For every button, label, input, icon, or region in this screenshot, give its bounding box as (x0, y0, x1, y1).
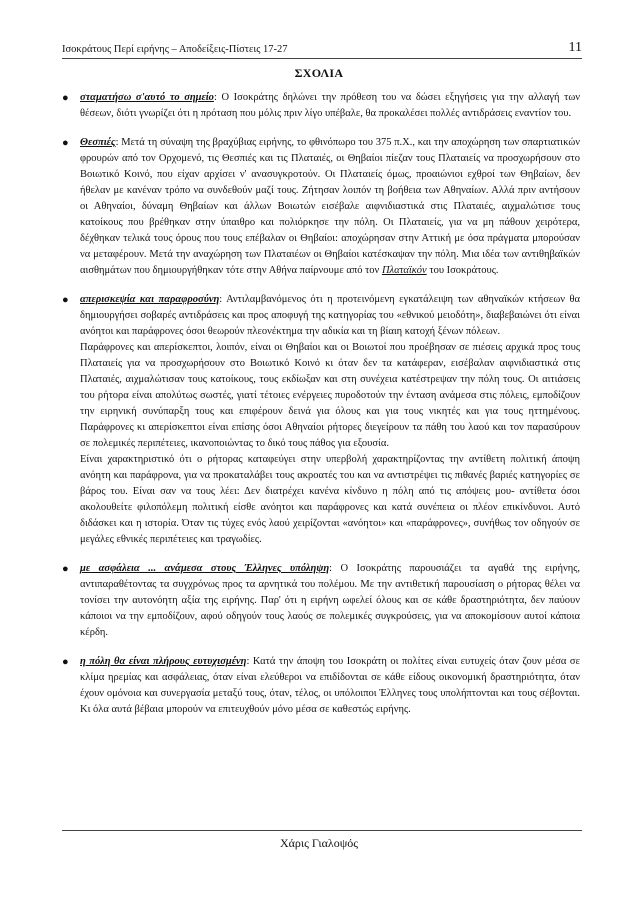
note-item (62, 561, 580, 641)
note-term: σταματήσω σ'αυτό το σημείο (80, 92, 214, 103)
note-term: Θεσπιές (80, 137, 116, 148)
note-paragraph (80, 292, 580, 340)
note-paragraph (80, 561, 580, 641)
running-title: Ισοκράτους Περί ειρήνης – Αποδείξεις-Πίστεις 17-27 (62, 44, 288, 55)
note-text: Ο Ισοκράτης δηλώνει την πρόθεση του να δώσει εξηγήσεις για την αλλαγή των θέσεων, διότι γνωρίζει ότι η πρόταση που μόλις πριν λίγο υπέβαλε, θα προκαλέσει πολλές αντιδράσεις εναντίον του. (80, 92, 581, 119)
term-separator: : (219, 294, 227, 305)
bullet-icon: ● (62, 294, 69, 306)
section-title: ΣΧΟΛΙΑ (294, 66, 344, 80)
notes-list (62, 90, 580, 731)
term-separator: : (115, 137, 122, 148)
note-text: Αντιλαμβανόμενος ότι η προτεινόμενη εγκατάλειψη των αθηναϊκών κτήσεων θα δημιουργήσει σοβαρές αντιδράσεις και προς αποφυγή της κατηγορίας του «εθνικού μειοδότη», διαβεβαιώνει ότι είναι ανόητοι και παράφρονες όσοι θεωρούν πλεονέκτημα την αδικία και τη βίαιη κατοχή ξένων πόλεων. (80, 294, 580, 337)
term-separator: : (329, 563, 341, 574)
footer-rule (62, 830, 582, 831)
note-term: απερισκεψία και παραφροσύνη (80, 294, 220, 305)
page-number: 11 (568, 40, 582, 55)
note-paragraph (80, 135, 580, 279)
note-paragraph-2: Παράφρονες και απερίσκεπτοι, λοιπόν, είναι οι Θηβαίοι και οι Βοιωτοί που προέβησαν σε πιέσεις αρχικά προς τους Πλαταιείς για να προσχωρήσουν στο Βοιωτικό Κοινό κι όταν δεν τα κατάφεραν, εισέβαλαν αιφνιδιαστικά στις Πλαταιές, αιχμαλώτισαν τους κατοίκους, τους εκδίωξαν και στη συνέχεια κατέστρεψαν την πόλη τους. Οι αιτιάσεις του ρήτορα είναι απολύτως σωστές, γιατί τέτοιες ενέργειες πυροδοτούν την ένταση ανάμεσα στις πόλεις, εμποδίζουν την ειρηνική συνύπαρξη τους και επιφέρουν δεινά για όλους και για τους νικητές και για τους ηττημένους. Παράφρονες κι απερίσκεπτοι είναι επίσης όσοι Αθηναίοι ρήτορες διεγείρουν τα πάθη του λαού και τον παρασύρουν σε πολεμικές περιπέτειες, ικανοποιώντας το δικό τους πάθος για εξουσία. (80, 342, 580, 449)
note-term: με ασφάλεια ... ανάμεσα στους Έλληνες υπόληψη (80, 563, 330, 574)
bullet-icon: ● (62, 656, 69, 668)
note-item (62, 135, 580, 279)
note-paragraph (80, 90, 580, 122)
bullet-icon: ● (62, 92, 69, 104)
note-term: η πόλη θα είναι πλήρους ευτυχισμένη (80, 656, 247, 667)
note-item (62, 654, 580, 718)
bullet-icon: ● (62, 137, 69, 149)
term-separator: : (213, 92, 222, 103)
page-footer-author: Χάρις Γιαλοψός (279, 836, 359, 850)
note-text: Μετά τη σύναψη της βραχύβιας ειρήνης, το φθινόπωρο του 375 π.Χ., και την αποχώρηση των σπαρτιατικών φρουρών από τον Ορχομενό, τις Θεσπιές και τις Πλαταιές, οι Θηβαίοι πίεζαν τους Πλαταιείς να προσχωρήσουν στο Βοιωτικό Κοινό, που είχαν αρχίσει ν' ανασυγκροτούν. Οι Πλαταιείς όμως, προαιώνιοι εχθροί των Θηβαίων, δεν ήθελαν με κανέναν τρόπο να συνδεθούν μαζί τους. Ζήτησαν λοιπόν τη βοήθεια των Αθηναίων. Αλλά πριν αντήσουν οι Αθηναίοι, δύναμη Θηβαίων και άλλων Βοιωτών εισέβαλε αιφνιδιαστικά στις Πλαταιές, αιχμαλώτισε τους κατοίκους που βρέθηκαν στην ύπαιθρο και πολιόρκησε την πόλη. Οι Πλαταιείς, για να μη πάθουν χειρότερα, δέχθηκαν τελικά τους όρους που τους επέβαλαν οι Θηβαίοι: αποχώρησαν στην Αττική με όσα πράγματα μπορούσαν να μεταφέρουν. Μετά την αναχώρηση των Πλαταιέων οι Θηβαίοι κατέσκαψαν την πόλη. Μια ιδέα των αντιθηβαϊκών αισθημάτων που δημιουργήθηκαν τότε στην Αθήνα παίρνουμε από τον (80, 137, 580, 276)
page-header (62, 36, 582, 59)
bullet-icon: ● (62, 563, 69, 575)
term-separator: : (246, 656, 253, 667)
note-text: Κατά την άποψη του Ισοκράτη οι πολίτες είναι ευτυχείς όταν ζουν μέσα σε κλίμα ηρεμίας και ασφάλειας, όταν είναι ελεύθεροι να επιδίδονται σε κάθε είδους οικονομική δραστηριότητα, όταν έχουν ομόνοια και συνεργασία μεταξύ τους, όταν, τέλος, οι υπόλοιποι Έλληνες τους υπολήπτονται και τους σέβονται. Κι όλα αυτά βέβαια μπορούν να επιτευχθούν μόνο μέσα σε καθεστώς ειρήνης. (80, 656, 580, 715)
note-item (62, 90, 580, 122)
note-item (62, 292, 580, 548)
note-paragraph-3: Είναι χαρακτηριστικό ότι ο ρήτορας καταφεύγει στην υπερβολή χαρακτηρίζοντας την αντίθετη πολιτική άποψη ανόητη και παράφρονα, για να προκαταλάβει τους ακροατές του και να αντιστρέψει τις πιθανές βαριές κατηγορίες σε βάρος του. Είναι σαν να τους λέει: Δεν διατρέχει κανένα κίνδυνο η πόλη από τις απόψεις μου- αντίθετα όσοι ακολουθείτε φιλοπόλεμη πολιτική είσθε ανόητοι και παράφρονες και κατά συνέπεια οι πλέον επικίνδυνοι. Αυτό διδάσκει και η ιστορία. Όταν τις τύχες ενός λαού χειρίζονται «ανόητοι» και «παράφρονες», συνήθως τον οδηγούν σε μεγάλες εθνικές περιπέτειες και τραγωδίες. (80, 454, 580, 545)
note-text: Ο Ισοκράτης παρουσιάζει τα αγαθά της ειρήνης, αντιπαραθέτοντας τα συγχρόνως προς τα αρνητικά του πολέμου. Με την αντιθετική παρουσίαση ο ρήτορας θέλει να τονίσει την αυτονόητη αξία της ειρήνης. Παρ' ότι η ειρήνη ωφελεί όλους και σε κάθε δραστηριότητα, δεν παύουν κάποιοι να την εμποδίζουν, αφού οδηγούν τους λαούς σε πολεμικές συγκρούσεις, για να αποκομίσουν αυτοί κάποια κέρδη. (80, 563, 581, 638)
note-paragraph (80, 654, 580, 718)
note-text-end: του Ισοκράτους. (426, 265, 499, 276)
work-title: Πλαταϊκόν (381, 265, 427, 276)
